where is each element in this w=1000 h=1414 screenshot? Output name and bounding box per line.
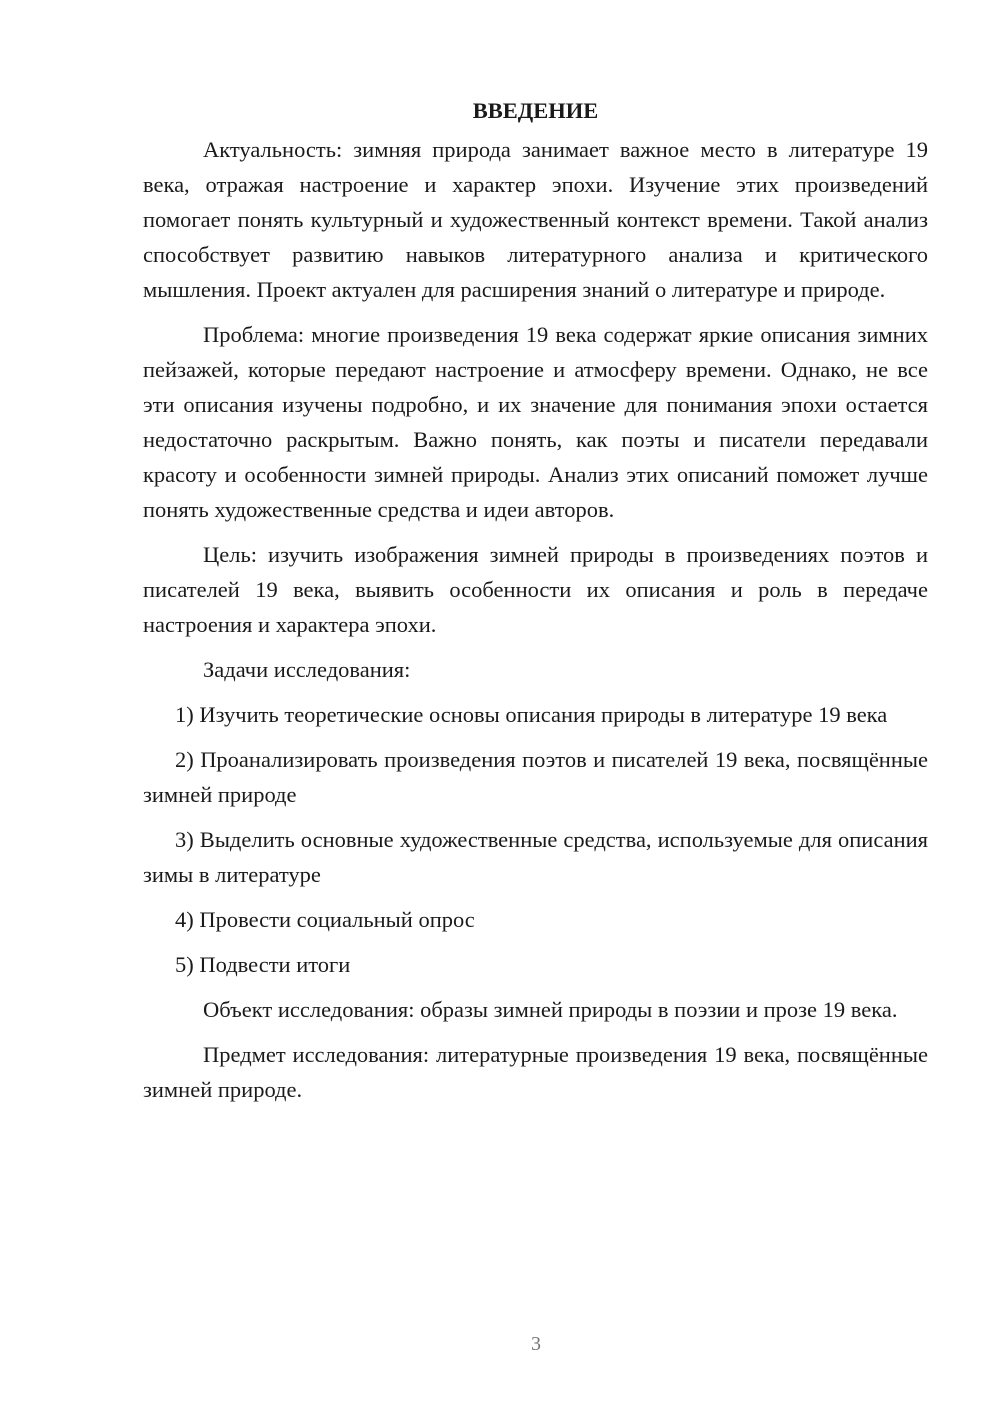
tasks-title: Задачи исследования:: [203, 657, 411, 682]
page-heading: ВВЕДЕНИЕ: [472, 98, 599, 123]
goal-paragraph: Цель: изучить изображения зимней природы в произведениях поэтов и писателей 19 века, выявить особенности их описания и роль в передаче настроения и характера эпохи.: [143, 542, 928, 637]
page-content: [143, 93, 928, 1117]
page-number: 3: [531, 1333, 541, 1355]
task-item: 4) Провести социальный опрос: [175, 907, 475, 932]
task-item: 5) Подвести итоги: [175, 952, 351, 977]
problem-paragraph: Проблема: многие произведения 19 века содержат яркие описания зимних пейзажей, которые передают настроение и атмосферу времени. Однако, не все эти описания изучены подробно, и их значение для понимания эпохи остается недостаточно раскрытым. Важно понять, как поэты и писатели передавали красоту и особенности зимней природы. Анализ этих описаний поможет лучше понять художественные средства и идеи авторов.: [143, 322, 928, 522]
object-paragraph: Объект исследования: образы зимней природы в поэзии и прозе 19 века.: [203, 997, 898, 1022]
task-item: 2) Проанализировать произведения поэтов и писателей 19 века, посвящённые зимней природе: [143, 747, 928, 807]
task-item: 3) Выделить основные художественные средства, используемые для описания зимы в литературе: [143, 827, 928, 887]
relevance-paragraph: Актуальность: зимняя природа занимает важное место в литературе 19 века, отражая настроение и характер эпохи. Изучение этих произведений помогает понять культурный и художественный контекст времени. Такой анализ способствует развитию навыков литературного анализа и критического мышления. Проект актуален для расширения знаний о литературе и природе.: [143, 137, 928, 302]
task-item: 1) Изучить теоретические основы описания природы в литературе 19 века: [175, 702, 888, 727]
subject-paragraph: Предмет исследования: литературные произведения 19 века, посвящённые зимней природе.: [143, 1042, 928, 1102]
tasks-list: [143, 697, 928, 982]
